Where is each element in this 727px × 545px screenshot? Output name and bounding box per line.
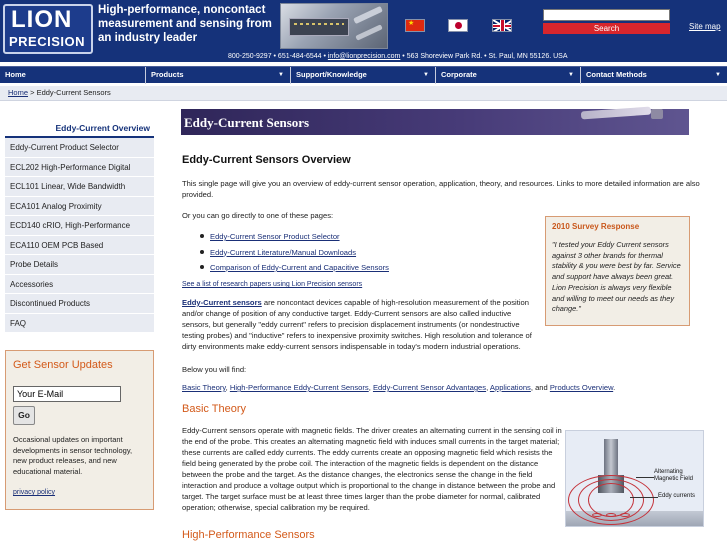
sidebar (5, 118, 154, 333)
product-selector-link[interactable]: Eddy-Current Sensor Product Selector (210, 232, 340, 241)
literature-downloads-link[interactable]: Eddy-Current Literature/Manual Downloads (210, 247, 357, 257)
eddy-current-sensors-link[interactable]: Eddy-Current sensors (182, 298, 262, 307)
search-button[interactable]: Search (543, 23, 670, 34)
banner-probe-image (581, 107, 651, 120)
sidebar-item-ecd140[interactable]: ECD140 cRIO, High-Performance (5, 216, 154, 236)
lion-precision-logo[interactable] (3, 4, 93, 54)
basic-theory-link[interactable]: Basic Theory (182, 383, 226, 392)
probe-body (604, 439, 618, 475)
high-performance-link[interactable]: High-Performance Eddy-Current Sensors (229, 383, 369, 392)
breadcrumb-current: > Eddy-Current Sensors (28, 88, 111, 97)
sidebar-item-ecl202[interactable]: ECL202 High-Performance Digital (5, 158, 154, 178)
list-item (200, 231, 540, 247)
eddy-currents-label: Eddy currents (658, 493, 696, 499)
sidebar-item-eca101[interactable]: ECA101 Analog Proximity (5, 197, 154, 217)
section-links: Basic Theory, High-Performance Eddy-Current Sensors, Eddy-Current Sensor Advantages, Applications, and Products Overview. (182, 383, 616, 392)
nav-support[interactable]: Support/Knowledge ▼ (291, 67, 436, 84)
list-item (200, 247, 540, 263)
survey-quote: "I tested your Eddy Current sensors against 3 other brands for thermal stability & you were best by far. Service and support have always been great. Lion Precision is always very flexible and willing to meet our needs as they change." (552, 240, 681, 314)
main-nav (0, 66, 727, 83)
nav-contact[interactable]: Contact Methods ▼ (581, 67, 727, 84)
sidebar-item-product-selector[interactable]: Eddy-Current Product Selector (5, 138, 154, 158)
sensor-updates-box (5, 350, 154, 510)
intro-paragraph: This single page will give you an overview of eddy-current sensor operation, application, theory, and resources. Links to more detailed information are also provided. (182, 179, 700, 199)
sensor-updates-description: Occasional updates on important developments in sensor technology, new product releases, and new educational material. (13, 435, 133, 476)
site-map-link[interactable]: Site map (689, 22, 721, 31)
contact-info (228, 53, 727, 60)
alternating-field-label: Alternating Magnetic Field (654, 469, 694, 482)
products-overview-link[interactable]: Products Overview (549, 383, 614, 392)
uk-flag-icon[interactable] (492, 19, 512, 32)
chevron-down-icon: ▼ (423, 72, 429, 78)
contact-phones: 800-250-9297 • 651-484-6544 • (228, 53, 328, 60)
sidebar-item-accessories[interactable]: Accessories (5, 275, 154, 295)
banner-title: Eddy-Current Sensors (184, 115, 310, 130)
definition-text: are noncontact devices capable of high-resolution measurement of the position and/or change of position of any conductive target. Eddy-Current sensors are also called inductive sensors, but generally "eddy current" refers to precision displacement instruments (or nondestructive testing probes) and "inductive" refers to inexpensive proximity switches. High resolution and tolerance of dirty environments make eddy-current sensors indispensable in today's modern industrial operations. (182, 298, 532, 351)
comparison-link[interactable]: Comparison of Eddy-Current and Capacitive Sensors (210, 263, 389, 272)
survey-response-box (545, 216, 690, 326)
breadcrumb-home-link[interactable]: Home (8, 88, 29, 97)
applications-link[interactable]: Applications (489, 383, 531, 392)
japan-flag-icon[interactable] (448, 19, 468, 32)
breadcrumb (0, 86, 727, 101)
sensor-updates-title: Get Sensor Updates (13, 359, 113, 371)
sidebar-item-ecl101[interactable]: ECL101 Linear, Wide Bandwidth (5, 177, 154, 197)
high-performance-heading: High-Performance Sensors (182, 529, 315, 541)
sidebar-item-eca110[interactable]: ECA110 OEM PCB Based (5, 236, 154, 256)
research-papers-row (182, 279, 532, 290)
contact-address: • 563 Shoreview Park Rd. • St. Paul, MN 55126. USA (400, 53, 568, 60)
quick-links-list (200, 231, 540, 278)
definition-paragraph (182, 297, 538, 352)
search-input[interactable] (543, 9, 670, 21)
chevron-down-icon: ▼ (715, 72, 721, 78)
eddy-current-banner (181, 109, 689, 135)
logo-text-top: LION (11, 6, 73, 33)
sensor-product-image (280, 3, 388, 49)
sidebar-item-discontinued[interactable]: Discontinued Products (5, 294, 154, 314)
china-flag-icon[interactable]: ★ (405, 19, 425, 32)
logo-text-bottom: PRECISION (9, 34, 86, 49)
chevron-down-icon: ▼ (278, 72, 284, 78)
privacy-policy-link[interactable]: privacy policy (13, 489, 56, 496)
chevron-down-icon: ▼ (568, 72, 574, 78)
nav-products[interactable]: Products ▼ (146, 67, 291, 84)
header-tagline: High-performance, noncontact measurement and sensing from an industry leader (98, 4, 272, 44)
page-title: Eddy-Current Sensors Overview (182, 154, 351, 166)
nav-corporate[interactable]: Corporate ▼ (436, 67, 581, 84)
site-header (0, 0, 727, 62)
list-item (200, 262, 540, 278)
survey-title: 2010 Survey Response (552, 222, 640, 231)
go-button[interactable]: Go (13, 406, 35, 425)
basic-theory-paragraph: Eddy-Current sensors operate with magnetic fields. The driver creates an alternating current in the sensing coil in the end of the probe. This creates an alternating magnetic field with induces small currents in the target material; these currents are called eddy currents. The eddy currents create an opposing magnetic field which resists the field being generated by the probe coil. The interaction of the magnetic fields is dependent on the distance between the probe and the target. As the distance changes, the electronics sense the change in the field interaction and produce a voltage output which is proportional to the change in distance between the probe and target. The target surface must be at least three times larger than the probe diameter for normal, calibrated operation; otherwise, special calibration my be required. (182, 426, 562, 512)
contact-email-link[interactable]: info@lionprecision.com (327, 53, 401, 60)
eddy-current-diagram (565, 430, 704, 527)
sidebar-item-probe-details[interactable]: Probe Details (5, 255, 154, 275)
advantages-link[interactable]: Eddy-Current Sensor Advantages (372, 383, 487, 392)
email-field[interactable] (13, 386, 121, 402)
research-papers-link[interactable]: See a list of research papers using Lion Precision sensors (182, 281, 363, 288)
basic-theory-heading: Basic Theory (182, 403, 246, 415)
below-text: Below you will find: (182, 365, 247, 374)
nav-home[interactable]: Home (0, 67, 146, 84)
goto-text: Or you can go directly to one of these pages: (182, 211, 334, 220)
sidebar-heading[interactable]: Eddy-Current Overview (5, 118, 154, 138)
sidebar-item-faq[interactable]: FAQ (5, 314, 154, 334)
